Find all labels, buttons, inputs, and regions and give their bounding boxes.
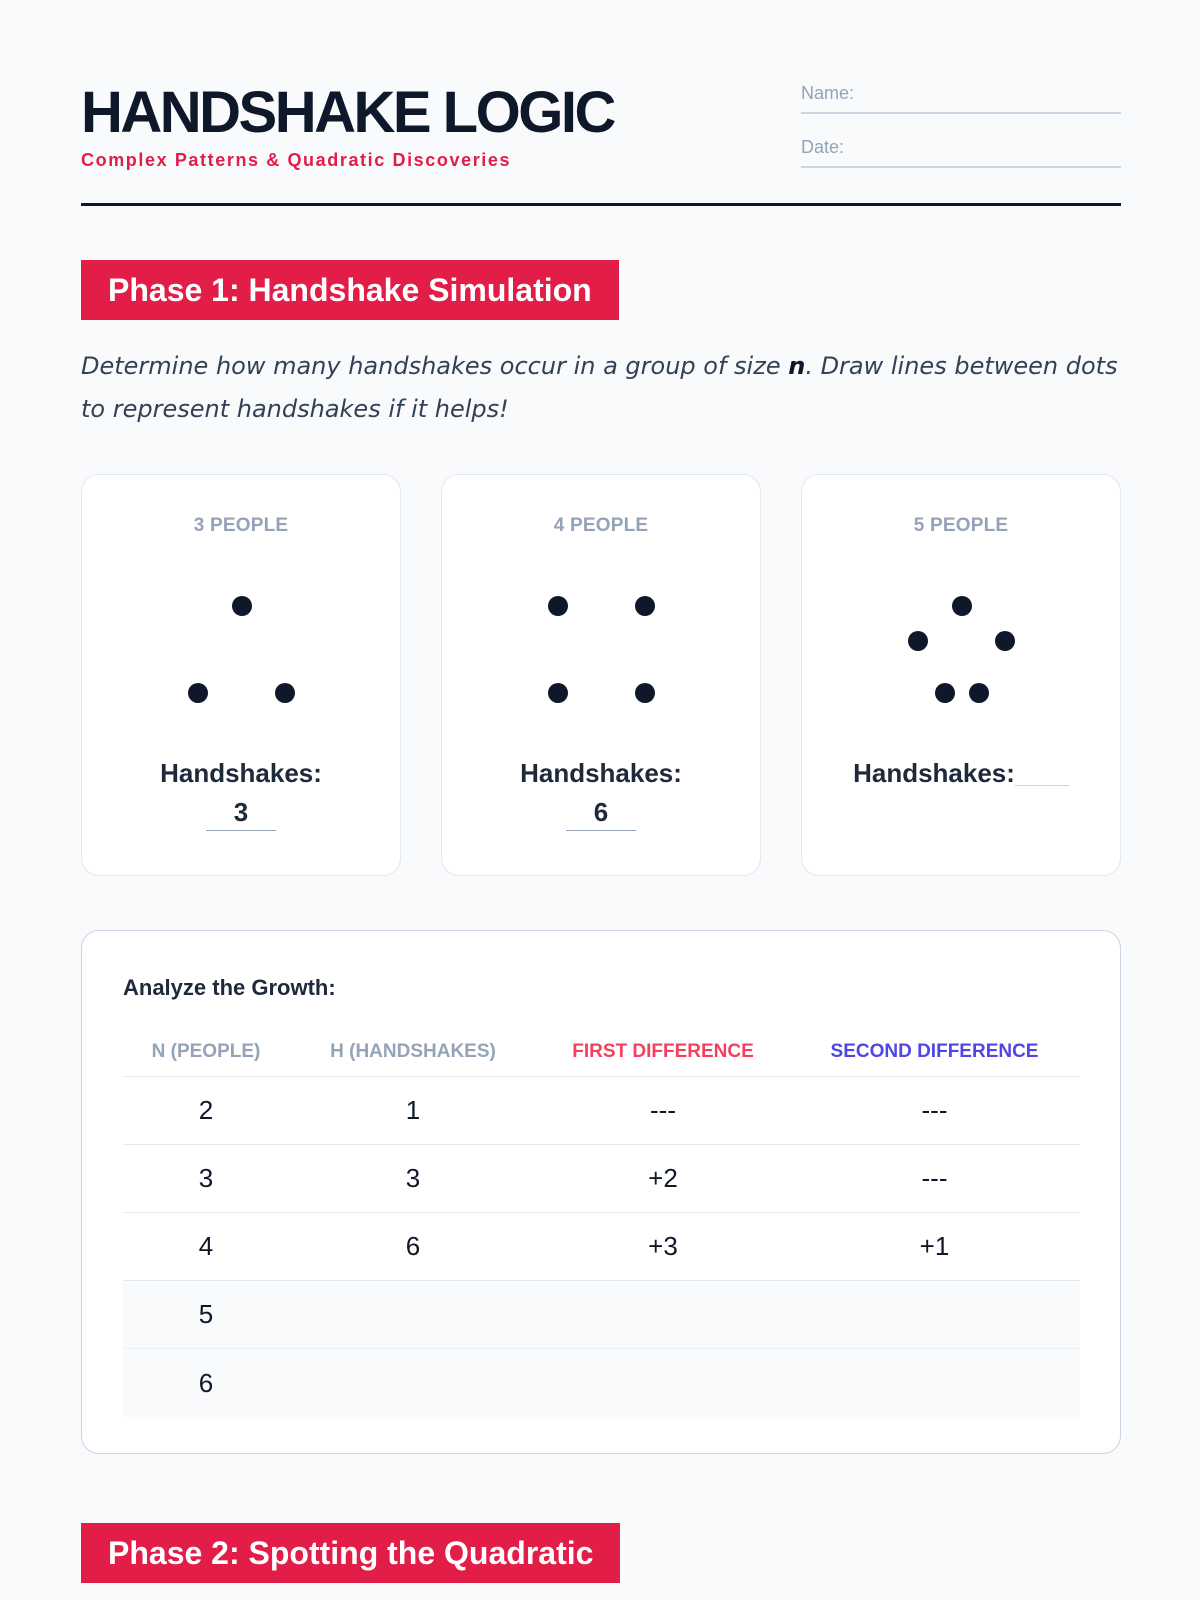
card-4-people xyxy=(441,474,761,876)
person-dot xyxy=(635,596,655,616)
person-dot xyxy=(548,596,568,616)
card-3-people xyxy=(81,474,401,876)
worksheet-subtitle: Complex Patterns & Quadratic Discoveries xyxy=(81,150,512,170)
handshakes-label: Handshakes: xyxy=(520,758,682,788)
person-dot xyxy=(635,683,655,703)
worksheet-page xyxy=(81,0,1121,1600)
worksheet-header xyxy=(81,80,1121,206)
cell-second-difference: --- xyxy=(921,1163,948,1193)
cell-first-difference: +3 xyxy=(648,1231,678,1261)
panel-title: Analyze the Growth: xyxy=(123,975,336,1000)
table-row xyxy=(123,1213,1080,1281)
name-label: Name: xyxy=(801,83,855,103)
column-header-first-difference: FIRST DIFFERENCE xyxy=(572,1040,754,1062)
growth-table xyxy=(123,1027,1080,1417)
table-header-row xyxy=(123,1027,1080,1077)
table-row xyxy=(123,1145,1080,1213)
cell-h-blank[interactable] xyxy=(289,1281,537,1348)
intro-text-end: . Draw lines between dots to represent handshakes if it helps! xyxy=(81,352,1118,423)
person-dot xyxy=(908,631,928,651)
column-header-n: N (PEOPLE) xyxy=(151,1040,261,1062)
cell-first-difference-blank[interactable] xyxy=(537,1281,789,1348)
person-dot xyxy=(232,596,252,616)
cell-h: 3 xyxy=(405,1163,421,1193)
person-dot xyxy=(548,683,568,703)
cell-second-difference: +1 xyxy=(919,1231,950,1261)
cell-first-difference-blank[interactable] xyxy=(537,1349,789,1417)
handshakes-answer[interactable]: 6 xyxy=(566,797,636,831)
cell-h-blank[interactable] xyxy=(289,1349,537,1417)
card-5-people xyxy=(801,474,1121,876)
cell-n: 3 xyxy=(198,1163,214,1193)
cell-second-difference-blank[interactable] xyxy=(789,1281,1080,1348)
variable-n: n xyxy=(788,352,806,380)
handshakes-answer-blank[interactable] xyxy=(1015,762,1069,786)
person-dot xyxy=(188,683,208,703)
handshakes-row xyxy=(802,758,1120,789)
handshakes-label: Handshakes: xyxy=(853,758,1015,788)
table-row xyxy=(123,1077,1080,1145)
handshakes-answer[interactable]: 3 xyxy=(206,797,276,831)
card-label: 5 PEOPLE xyxy=(913,515,1009,536)
card-label: 4 PEOPLE xyxy=(553,515,649,536)
card-label: 3 PEOPLE xyxy=(193,515,289,536)
growth-analysis-panel xyxy=(81,930,1121,1454)
column-header-h: H (HANDSHAKES) xyxy=(330,1040,496,1062)
phase-1-banner: Phase 1: Handshake Simulation xyxy=(81,260,619,320)
cell-n: 6 xyxy=(198,1367,214,1398)
cell-n: 4 xyxy=(198,1231,214,1261)
phase-2-banner: Phase 2: Spotting the Quadratic xyxy=(81,1523,620,1583)
person-dot xyxy=(969,683,989,703)
cell-n: 2 xyxy=(198,1095,214,1125)
table-row-blank xyxy=(123,1349,1080,1417)
cell-second-difference-blank[interactable] xyxy=(789,1349,1080,1417)
cell-first-difference: --- xyxy=(650,1095,676,1125)
person-dot xyxy=(275,683,295,703)
cell-h: 6 xyxy=(405,1231,421,1261)
table-row-blank xyxy=(123,1281,1080,1349)
worksheet-title: HANDSHAKE LOGIC xyxy=(81,80,614,145)
handshakes-label: Handshakes: xyxy=(160,758,322,788)
phase-1-instructions xyxy=(81,345,1121,431)
column-header-second-difference: SECOND DIFFERENCE xyxy=(830,1040,1039,1062)
intro-text: Determine how many handshakes occur in a group of size xyxy=(81,352,789,380)
person-dot xyxy=(995,631,1015,651)
name-field[interactable] xyxy=(801,80,1121,114)
cell-second-difference: --- xyxy=(921,1095,948,1125)
person-dot xyxy=(935,683,955,703)
cell-h: 1 xyxy=(405,1095,421,1125)
date-field[interactable] xyxy=(801,134,1121,168)
cell-first-difference: +2 xyxy=(648,1163,678,1193)
cell-n: 5 xyxy=(198,1299,214,1329)
person-dot xyxy=(952,596,972,616)
date-label: Date: xyxy=(801,137,845,157)
